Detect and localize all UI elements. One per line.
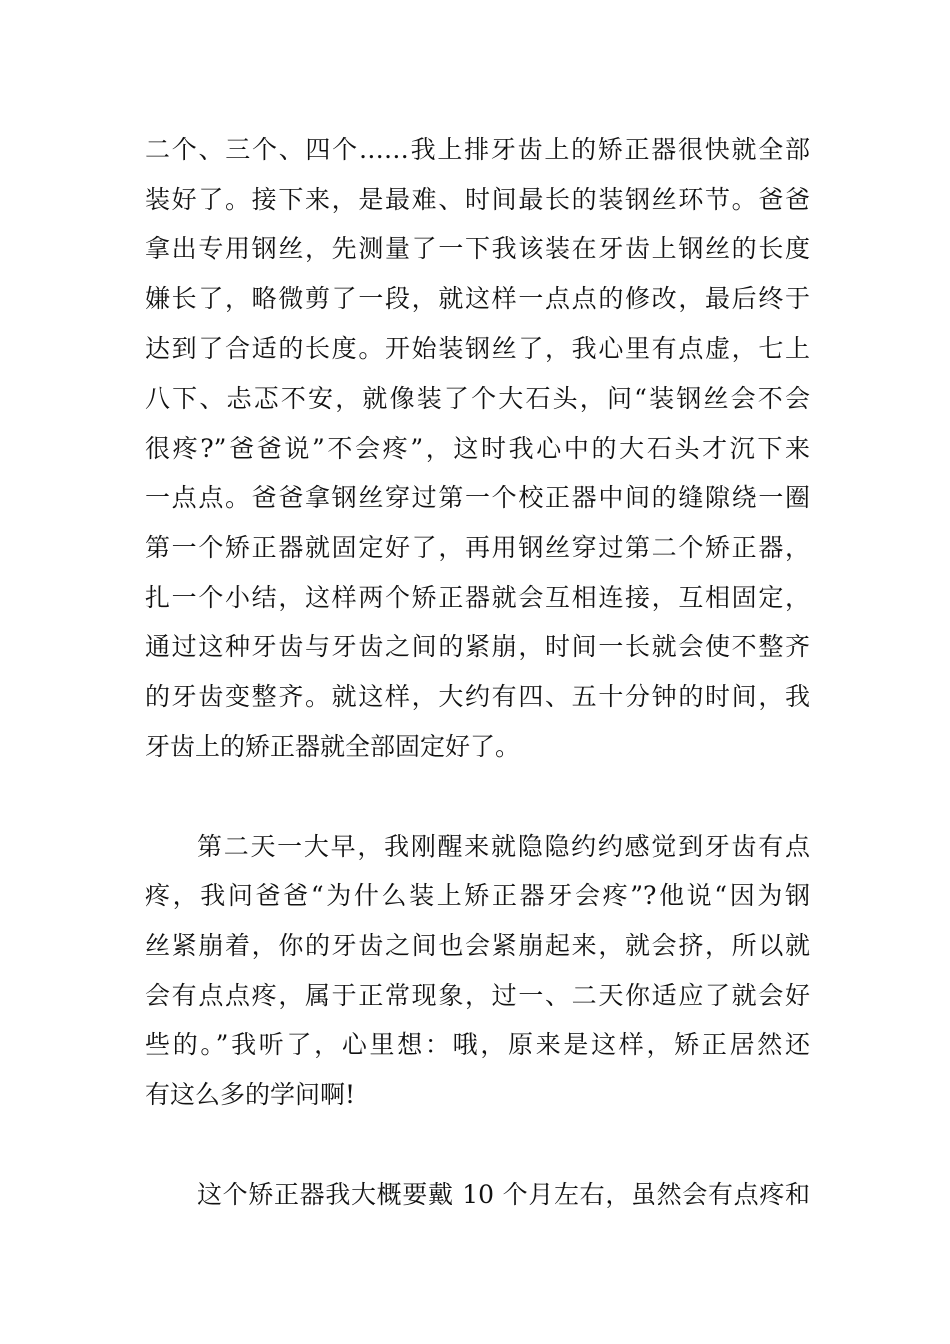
- paragraph-1-line-8: 一点点。爸爸拿钢丝穿过第一个校正器中间的缝隙绕一圈: [145, 483, 810, 512]
- paragraph-1-line-5: 达到了合适的长度。开始装钢丝了，我心里有点虚，七上: [145, 334, 810, 363]
- paragraph-1-line-1: 二个、三个、四个……我上排牙齿上的矫正器很快就全部: [145, 135, 810, 164]
- paragraph-1-line-9: 第一个矫正器就固定好了，再用钢丝穿过第二个矫正器，: [145, 533, 810, 562]
- paragraph-2-line-4: 会有点点疼，属于正常现象，过一、二天你适应了就会好: [145, 981, 810, 1010]
- paragraph-1-line-2: 装好了。接下来，是最难、时间最长的装钢丝环节。爸爸: [145, 185, 810, 214]
- paragraph-1-line-7: 很疼?”爸爸说”不会疼”，这时我心中的大石头才沉下来: [145, 434, 810, 463]
- paragraph-2-line-5: 些的。”我听了，心里想：哦，原来是这样，矫正居然还: [145, 1030, 810, 1059]
- paragraph-2-line-2: 疼，我问爸爸“为什么装上矫正器牙会疼”?他说“因为钢: [145, 881, 810, 910]
- paragraph-1-line-4: 嫌长了，略微剪了一段，就这样一点点的修改，最后终于: [145, 284, 810, 313]
- paragraph-1-line-11: 通过这种牙齿与牙齿之间的紧崩，时间一长就会使不整齐: [145, 632, 810, 661]
- paragraph-1-line-13: 牙齿上的矫正器就全部固定好了。: [145, 732, 521, 761]
- paragraph-2-line-6: 有这么多的学问啊!: [145, 1080, 356, 1109]
- paragraph-1-line-3: 拿出专用钢丝，先测量了一下我该装在牙齿上钢丝的长度: [145, 234, 810, 263]
- paragraph-2-line-3: 丝紧崩着，你的牙齿之间也会紧崩起来，就会挤，所以就: [145, 931, 810, 960]
- paragraph-1-line-6: 八下、忐忑不安，就像装了个大石头，问“装钢丝会不会: [145, 384, 810, 413]
- paragraph-1-line-12: 的牙齿变整齐。就这样，大约有四、五十分钟的时间，我: [145, 682, 810, 711]
- paragraph-1-line-10: 扎一个小结，这样两个矫正器就会互相连接，互相固定，: [145, 583, 810, 612]
- paragraph-3-line-1: 这个矫正器我大概要戴 10 个月左右，虽然会有点疼和: [197, 1180, 810, 1209]
- paragraph-2-line-1: 第二天一大早，我刚醒来就隐隐约约感觉到牙齿有点: [197, 832, 810, 861]
